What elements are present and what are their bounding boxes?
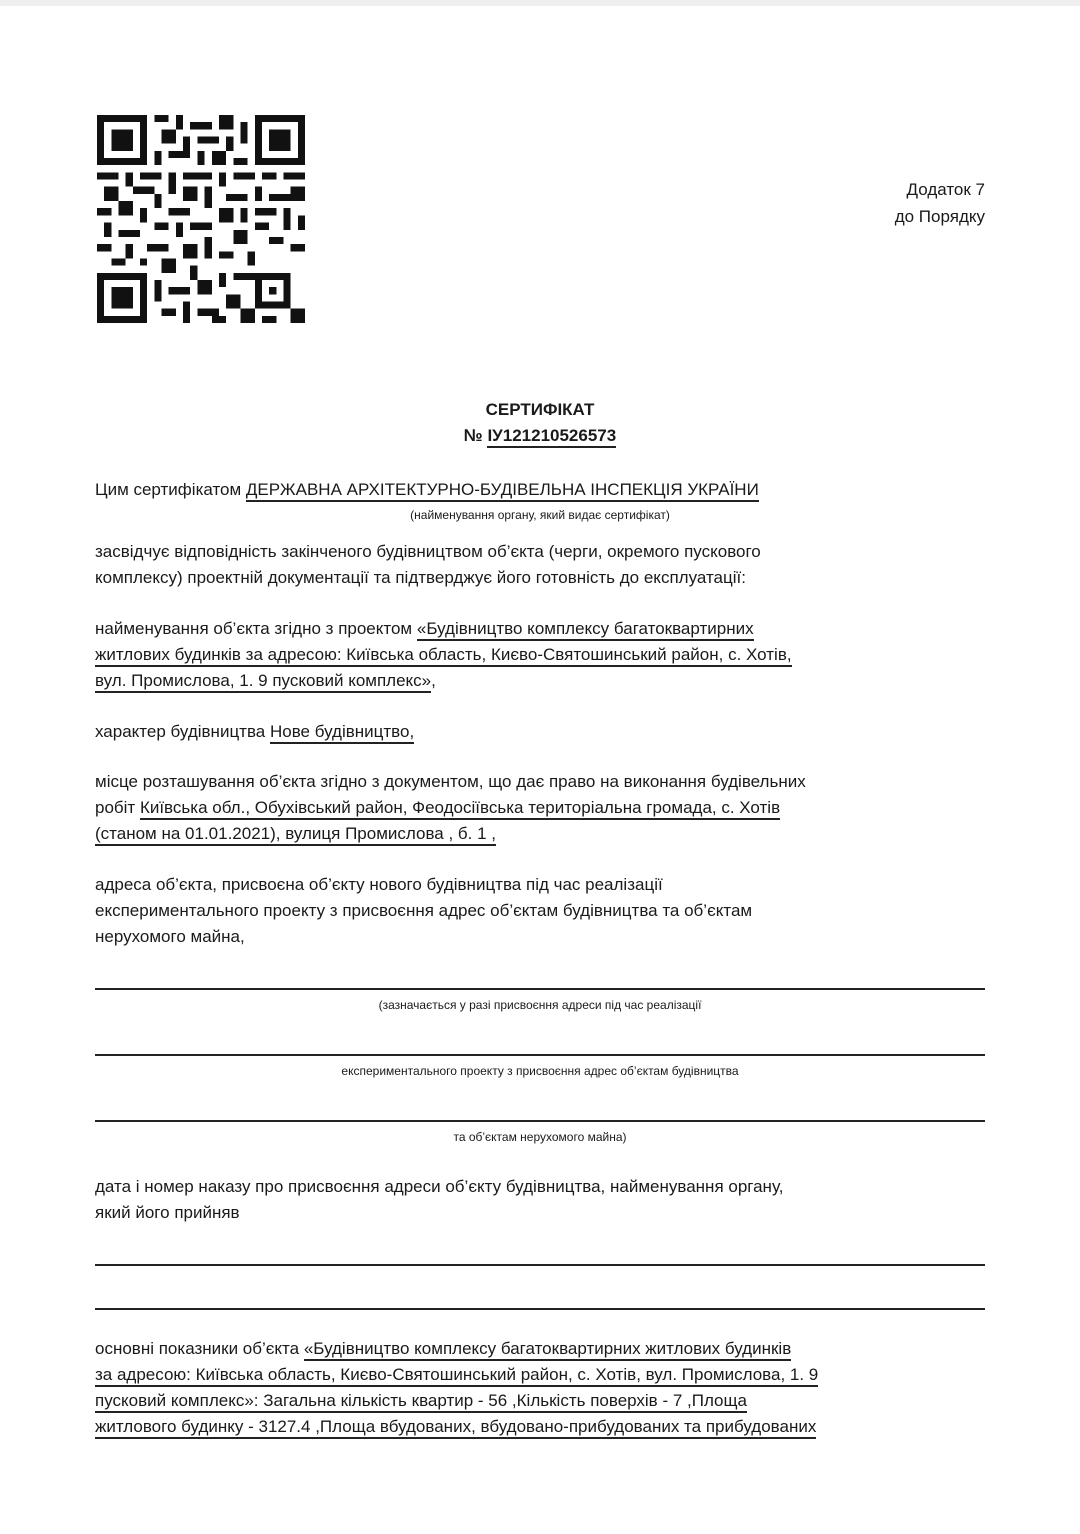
order-blank-line: [95, 1308, 985, 1310]
construction-type-prefix: характер будівництва: [95, 722, 270, 741]
issuer-line: [95, 477, 985, 503]
text-line: який його прийняв: [95, 1203, 240, 1222]
location-value: (станом на 01.01.2021), вулиця Промислова , б. 1: [95, 824, 487, 846]
address-caption: та об’єктам нерухомого майна): [453, 1130, 627, 1144]
location-suffix: ,: [487, 824, 496, 846]
annex-reference: [895, 176, 985, 230]
order-block: [95, 1174, 985, 1226]
construction-type-suffix: ,: [409, 722, 414, 744]
indicators-value: за адресою: Київська область, Києво-Святошинський район, с. Хотів, вул. Промислова, 1. 9: [95, 1365, 818, 1387]
address-block: [95, 872, 985, 950]
indicators-value: пусковий комплекс»: Загальна кількість квартир - 56 ,Кількість поверхів - 7 ,Площа: [95, 1391, 747, 1413]
construction-type-line: [95, 719, 985, 745]
issuer-name: ДЕРЖАВНА АРХІТЕКТУРНО-БУДІВЕЛЬНА ІНСПЕКЦІЯ УКРАЇНИ: [246, 480, 759, 502]
object-name-value: «Будівництво комплексу багатоквартирних: [417, 619, 754, 641]
issuer-caption: (найменування органу, який видає сертифікат): [410, 508, 670, 522]
location-block: [95, 769, 985, 847]
text-line: експериментального проекту з присвоєння адрес об’єктам будівництва та об’єктам: [95, 901, 753, 920]
annex-line: до Порядку: [894, 207, 985, 226]
address-caption: експериментального проекту з присвоєння адрес об’єктам будівництва: [341, 1064, 739, 1078]
indicators-block: [95, 1336, 985, 1440]
number-prefix: №: [463, 426, 488, 445]
annex-line: Додаток 7: [906, 180, 985, 199]
location-prefix: робіт: [95, 798, 140, 817]
page-top-edge: [0, 0, 1080, 6]
number-value: ІУ121210526573: [487, 426, 616, 448]
location-value: Київська обл., Обухівський район, Феодосіївська територіальна громада, с. Хотів: [140, 798, 780, 820]
certificate-number: [0, 426, 1080, 446]
construction-type-value: Нове будівництво: [270, 722, 409, 744]
text-line: дата і номер наказу про присвоєння адреси об’єкту будівництва, найменування органу,: [95, 1177, 784, 1196]
certifies-text: [95, 539, 985, 591]
text-line: нерухомого майна,: [95, 927, 245, 946]
text-line: місце розташування об’єкта згідно з документом, що дає право на виконання будівельних: [95, 772, 806, 791]
object-name-block: [95, 616, 985, 694]
indicators-value: житлового будинку - 3127.4 ,Площа вбудованих, вбудовано-прибудованих та прибудованих: [95, 1417, 816, 1439]
issuer-prefix: Цим сертифікатом: [95, 480, 246, 499]
object-name-prefix: найменування об’єкта згідно з проектом: [95, 619, 417, 638]
text-line: комплексу) проектній документації та підтверджує його готовність до експлуатації:: [95, 568, 746, 587]
certificate-title: СЕРТИФІКАТ: [485, 400, 595, 419]
object-name-value: вул. Промислова, 1. 9 пусковий комплекс»: [95, 671, 431, 693]
indicators-prefix: основні показники об’єкта: [95, 1339, 304, 1358]
address-blank-line: [95, 1120, 985, 1122]
text-line: адреса об’єкта, присвоєна об’єкту нового будівництва під час реалізації: [95, 875, 663, 894]
text-line: засвідчує відповідність закінченого будівництвом об’єкта (черги, окремого пускового: [95, 542, 761, 561]
order-blank-line: [95, 1264, 985, 1266]
address-blank-line: [95, 1054, 985, 1056]
qr-code-icon: [97, 115, 305, 323]
object-name-suffix: ,: [431, 671, 436, 690]
address-caption: (зазначається у разі присвоєння адреси під час реалізації: [378, 998, 702, 1012]
indicators-value: «Будівництво комплексу багатоквартирних житлових будинків: [304, 1339, 791, 1361]
address-blank-line: [95, 988, 985, 990]
object-name-value: житлових будинків за адресою: Київська область, Києво-Святошинський район, с. Хотів,: [95, 645, 792, 667]
